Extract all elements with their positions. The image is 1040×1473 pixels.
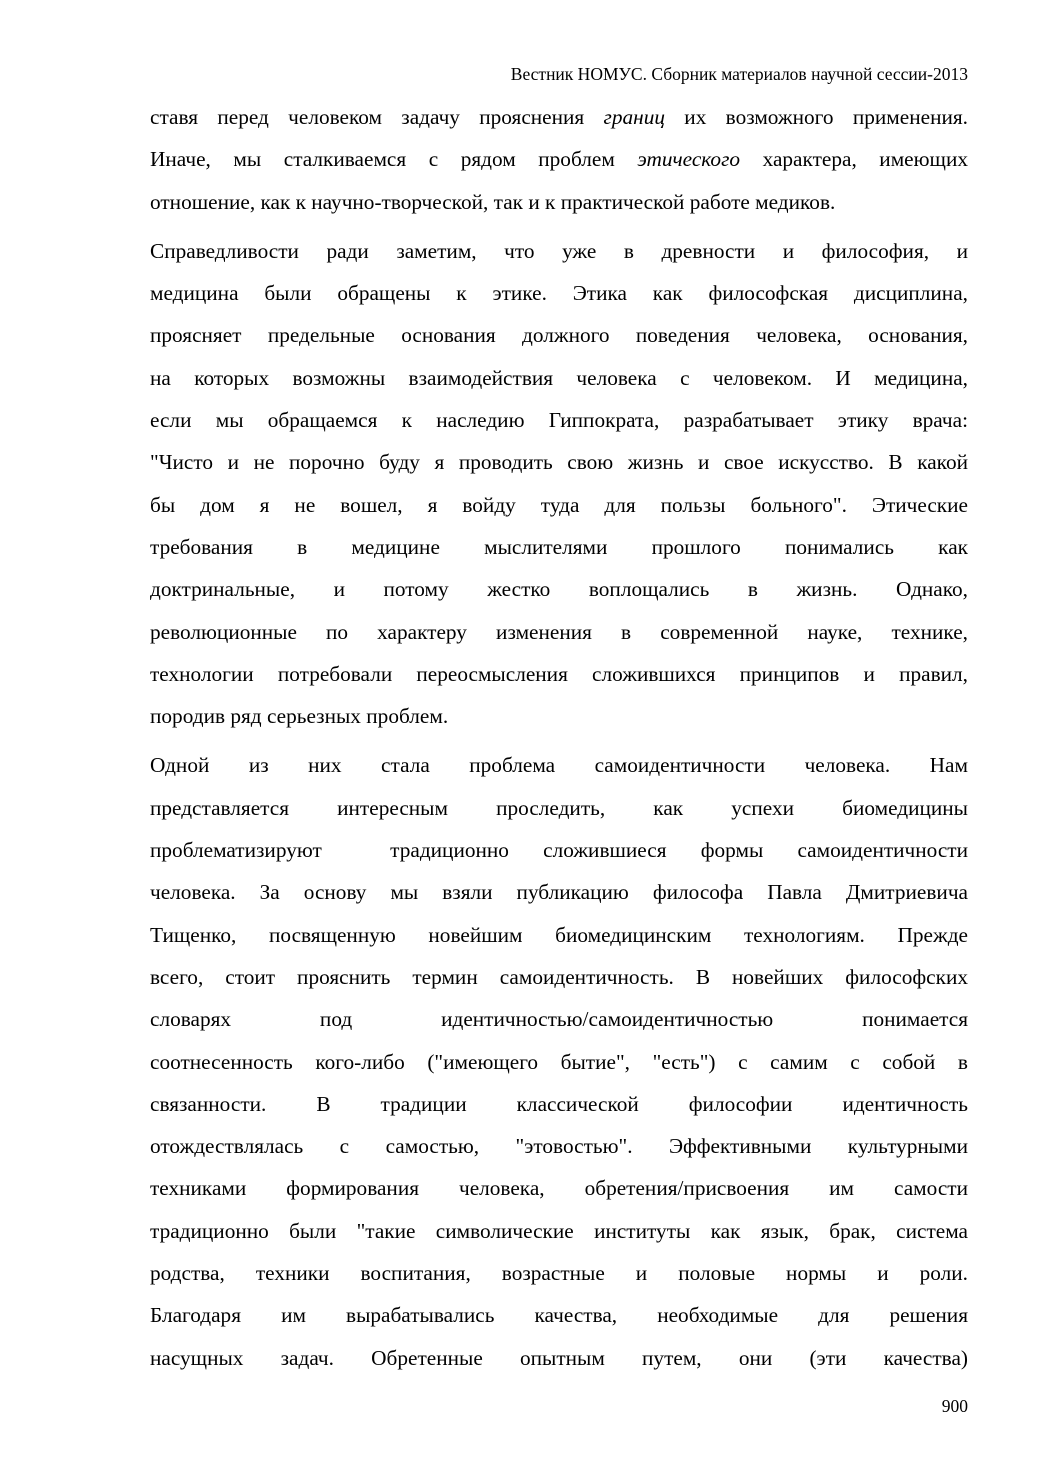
text-line: связанности. В традиции классической философии идентичность	[150, 1091, 968, 1116]
text-line: соотнесенность кого-либо ("имеющего бытие", "есть") с самим с собой в	[150, 1049, 968, 1074]
text-line: Благодаря им вырабатывались качества, необходимые для решения	[150, 1303, 968, 1328]
text-line: Справедливости ради заметим, что уже в древности и философия, и	[150, 238, 968, 263]
text-line: если мы обращаемся к наследию Гиппократа, разрабатывает этику врача:	[150, 408, 968, 433]
text-line: словарях под идентичностью/самоидентичностью понимается	[150, 1007, 968, 1032]
text-line: всего, стоит прояснить термин самоидентичность. В новейших философских	[150, 964, 968, 989]
paragraph	[150, 744, 968, 1378]
text-line: породив ряд серьезных проблем.	[150, 704, 449, 729]
text-line: представляется интересным проследить, как успехи биомедицины	[150, 795, 968, 820]
text-line: требования в медицине мыслителями прошлого понимались как	[150, 534, 968, 559]
article-body	[150, 96, 968, 1379]
text-line: традиционно были "такие символические институты как язык, брак, система	[150, 1218, 968, 1243]
emphasis: границ	[603, 105, 665, 129]
text-line: проясняет предельные основания должного поведения человека, основания,	[150, 323, 968, 348]
paragraph	[150, 96, 968, 223]
text-line: "Чисто и не порочно буду я проводить свою жизнь и свое искусство. В какой	[150, 450, 968, 475]
text-line: ставя перед человеком задачу прояснения границ их возможного применения.	[150, 105, 968, 129]
text-line: отношение, как к научно-творческой, так и к практической работе медиков.	[150, 189, 836, 214]
text-line: бы дом я не вошел, я войду туда для пользы больного". Этические	[150, 492, 968, 517]
text-line: Одной из них стала проблема самоидентичности человека. Нам	[150, 753, 968, 778]
text-line: доктринальные, и потому жестко воплощались в жизнь. Однако,	[150, 577, 968, 602]
running-title: Вестник НОМУС. Сборник материалов научной сессии-2013	[510, 64, 968, 84]
text-line: медицина были обращены к этике. Этика как философская дисциплина,	[150, 281, 968, 306]
text-line: проблематизируют традиционно сложившиеся формы самоидентичности	[150, 838, 968, 863]
page-number	[150, 1395, 968, 1417]
emphasis: этического	[637, 147, 741, 172]
text-line: Тищенко, посвященную новейшим биомедицинским технологиям. Прежде	[150, 922, 968, 947]
text-line: отождествлялась с самостью, "этовостью". Эффективными культурными	[150, 1134, 968, 1159]
running-header	[150, 63, 968, 85]
text-line: на которых возможны взаимодействия человека с человеком. И медицина,	[150, 365, 968, 390]
text-line: революционные по характеру изменения в современной науке, технике,	[150, 619, 968, 644]
text-line: Иначе, мы сталкиваемся с рядом проблем этического характера, имеющих	[150, 147, 968, 172]
paragraph	[150, 230, 968, 738]
text-line: человека. За основу мы взяли публикацию философа Павла Дмитриевича	[150, 880, 968, 905]
text-line: техниками формирования человека, обретения/присвоения им самости	[150, 1176, 968, 1201]
text-line: родства, техники воспитания, возрастные и половые нормы и роли.	[150, 1261, 968, 1286]
text-line: технологии потребовали переосмысления сложившихся принципов и правил,	[150, 661, 968, 686]
page-number-text: 900	[941, 1396, 968, 1416]
text-line: насущных задач. Обретенные опытным путем, они (эти качества)	[150, 1345, 968, 1370]
